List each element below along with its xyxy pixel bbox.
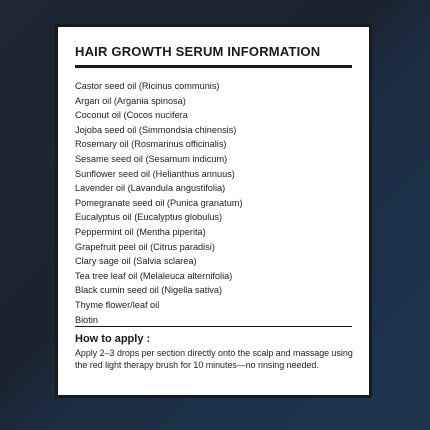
card-title: HAIR GROWTH SERUM INFORMATION [75,44,321,59]
ingredient-item: Clary sage oil (Salvia sclarea) [75,256,197,267]
ingredient-item: Black cumin seed oil (Nigella sativa) [75,285,223,296]
ingredient-item: Sunflower seed oil (Helianthus annuus) [75,168,235,179]
ingredient-item: Pomegranate seed oil (Punica granatum) [75,197,243,208]
ingredient-item: Thyme flower/leaf oil [75,299,160,310]
title-divider [75,65,352,68]
ingredient-item: Eucalyptus oil (Eucalyptus globulus) [75,212,223,223]
how-to-heading: How to apply : [75,333,151,345]
ingredient-item: Grapefruit peel oil (Citrus paradisi) [75,241,215,252]
ingredient-item: Biotin [75,314,98,325]
ingredient-item: Peppermint oil (Mentha piperita) [75,226,206,237]
ingredient-item: Coconut oil (Cocos nucifera [75,110,188,121]
how-to-text: Apply 2–3 drops per section directly onto the scalp and massage using the red light therapy brush for 10 minutes—no rinsing needed. [75,348,353,370]
ingredient-item: Rosemary oil (Rosmarinus officinalis) [75,139,227,150]
ingredient-item: Tea tree leaf oil (Melaleuca alternifolia) [75,270,233,281]
ingredient-item: Jojoba seed oil (Simmondsia chinensis) [75,124,237,135]
ingredient-item: Argan oil (Argania spinosa) [75,95,186,106]
ingredient-list [75,79,243,327]
ingredient-item: Lavender oil (Lavandula angustifolia) [75,183,226,194]
ingredient-item: Sesame seed oil (Sesamum indicum) [75,153,228,164]
info-card [55,24,372,398]
ingredient-item: Castor seed oil (Ricinus communis) [75,81,220,91]
section-divider [75,326,352,327]
